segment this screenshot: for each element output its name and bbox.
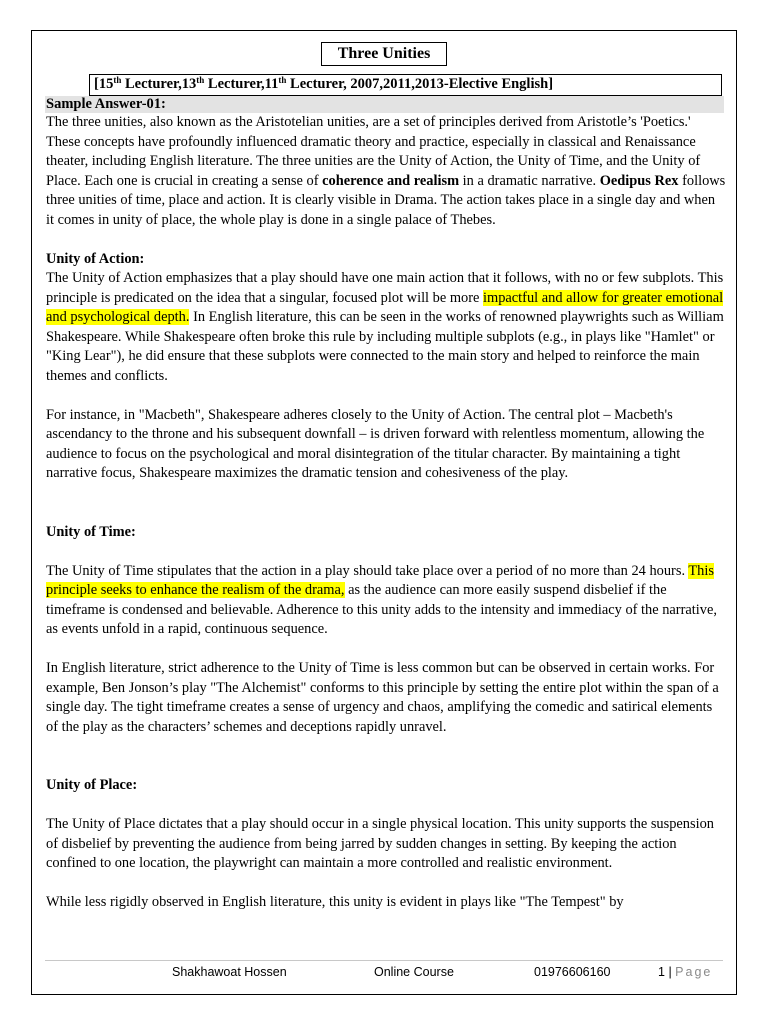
highlighted-text: impactful and allow for greater emotional and psychological depth. (46, 289, 724, 325)
footer-course: Online Course (374, 965, 454, 979)
page-number: 1 (658, 965, 665, 979)
place-paragraph-1: The Unity of Place dictates that a play should occur in a single physical location. This unity supports the suspension of disbelief by preventing the audience from being jarred by sudden changes in setting. By keeping the action confined to one location, the playwright can maintain a more controlled and realistic environment. (46, 816, 714, 871)
action-paragraph-1 (46, 269, 726, 386)
action-paragraph-2: For instance, in "Macbeth", Shakespeare adheres closely to the Unity of Action. The central plot – Macbeth's ascendancy to the throne and his subsequent downfall – is driven forward with relentless momentum, allowing the audience to focus on the psychological and moral disintegration of the titular character. By maintaining a tight narrative focus, Shakespeare maximizes the dramatic tension and cohesiveness of the play. (46, 406, 705, 481)
intro-text: in a dramatic narrative. (459, 172, 600, 189)
time-paragraph-2: In English literature, strict adherence to the Unity of Time is less common but can be observed in certain works. For example, Ben Jonson’s play "The Alchemist" conforms to this principle by setting the entire plot within the span of a single day. The tight timeframe creates a sense of urgency and chaos, amplifying the comedic and satirical elements of the play as the characters’ schemes and deceptions rapidly unravel. (46, 660, 719, 735)
unity-of-time-heading: Unity of Time: (46, 523, 136, 540)
intro-text: follows three unities of time, place and action. It is clearly visible in Drama. The action takes place in a single day and when it comes in unity of place, the whole play is done in a single palace of Thebes. (46, 172, 726, 228)
action-text: The Unity of Action emphasizes that a play should have one main action that it follows, with no or few subplots. This principle is predicated on the idea that a singular, focused plot will be more (46, 270, 724, 306)
footer-phone: 01976606160 (534, 965, 611, 979)
footer-author: Shakhawoat Hossen (172, 965, 287, 979)
time-text: as the audience can more easily suspend disbelief if the timeframe is condensed and believable. Adherence to this unity adds to the intensity and immediacy of the narrative, as events unfold in a rapid, continuous sequence. (46, 582, 717, 637)
intro-bold-text: Oedipus Rex (599, 172, 679, 189)
footer-divider (45, 960, 723, 961)
page-footer (0, 962, 768, 982)
place-paragraph-2: While less rigidly observed in English literature, this unity is evident in plays like "The Tempest" by (46, 894, 624, 910)
action-text: In English literature, this can be seen in the works of renowned playwrights such as William Shakespeare. While Shakespeare often broke this rule by including multiple subplots (e.g., in plays like "Hamlet" or "King Lear"), he did ensure that these subplots were connected to the main story and helped to reinforce the main themes and conflicts. (46, 309, 724, 384)
document-body (46, 113, 726, 913)
exam-reference (89, 74, 722, 96)
intro-bold-text: coherence and realism (322, 172, 460, 189)
page-separator: | (668, 965, 672, 979)
intro-text: The three unities, also known as the Aristotelian unities, are a set of principles derived from Aristotle’s 'Poetics.' These concepts have profoundly influenced dramatic theory and practice, especially in classical and Renaissance theater, including English literature. The three unities are the Unity of Action, the Unity of Time, and the Unity of Place. Each one is crucial in creating a sense of (46, 114, 701, 189)
page-label: Page (675, 965, 713, 979)
sample-answer-heading: Sample Answer-01: (45, 96, 724, 113)
unity-of-action-heading: Unity of Action: (46, 250, 145, 267)
reference-text: Lecturer, 2007,2011,2013-Elective English] (286, 76, 554, 92)
footer-page-indicator (658, 962, 712, 982)
time-paragraph-1 (46, 562, 726, 640)
unity-of-place-heading: Unity of Place: (46, 777, 138, 793)
reference-sup: th (196, 75, 205, 85)
highlighted-text: This principle seeks to enhance the realism of the drama, (46, 562, 714, 598)
time-text: The Unity of Time stipulates that the action in a play should take place over a period of no more than 24 hours. (46, 562, 689, 579)
reference-text: [15 (94, 76, 114, 92)
reference-sup: th (113, 75, 122, 85)
intro-paragraph (46, 113, 726, 230)
reference-sup: th (278, 75, 287, 85)
reference-text: Lecturer,13 (121, 76, 197, 92)
reference-text: Lecturer,11 (204, 76, 279, 92)
document-title: Three Unities (321, 42, 447, 66)
